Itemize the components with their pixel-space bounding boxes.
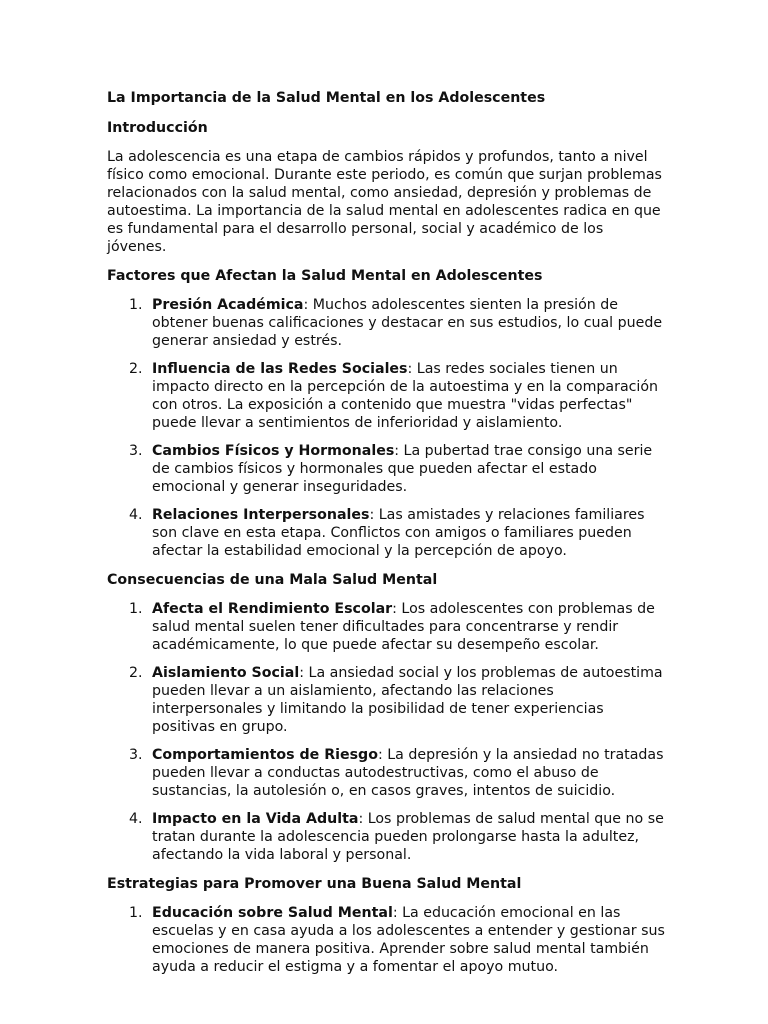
list-item-text: : La educación emocional en las escuelas y en casa ayuda a los adolescentes a entender y gestionar sus emociones de manera positiva. Aprender sobre salud mental también ayuda a reducir el estigma y a fomentar el apoyo mutuo. xyxy=(152,905,665,975)
list-item-text: : La ansiedad social y los problemas de autoestima pueden llevar a un aislamiento, afectando las relaciones interpersonales y limitando la posibilidad de tener experiencias positivas en grupo. xyxy=(152,665,663,735)
list-item-term: Comportamientos de Riesgo xyxy=(152,747,378,763)
numbered-list-estrategias xyxy=(107,904,667,976)
list-item xyxy=(107,746,667,800)
list-number: 4. xyxy=(129,811,143,827)
list-item-text: : La pubertad trae consigo una serie de cambios físicos y hormonales que pueden afectar el estado emocional y generar inseguridades. xyxy=(152,443,653,495)
document-title: La Importancia de la Salud Mental en los Adolescentes xyxy=(107,90,546,106)
list-item-term: Influencia de las Redes Sociales xyxy=(152,361,408,377)
list-item xyxy=(107,600,667,654)
list-item-term: Aislamiento Social xyxy=(152,665,300,681)
list-item-text: : Los problemas de salud mental que no se tratan durante la adolescencia pueden prolongarse hasta la adultez, afectando la vida laboral y personal. xyxy=(152,811,664,863)
list-number: 1. xyxy=(129,297,143,313)
list-number: 3. xyxy=(129,747,143,763)
list-item-term: Relaciones Interpersonales xyxy=(152,507,370,523)
list-item xyxy=(107,506,667,560)
list-number: 2. xyxy=(129,361,143,377)
list-item-text: : Los adolescentes con problemas de salud mental suelen tener dificultades para concentrarse y rendir académicamente, lo que puede afectar su desempeño escolar. xyxy=(152,601,655,653)
list-number: 1. xyxy=(129,905,143,921)
list-item-term: Impacto en la Vida Adulta xyxy=(152,811,359,827)
list-item-term: Presión Académica xyxy=(152,297,304,313)
list-item-term: Educación sobre Salud Mental xyxy=(152,905,393,921)
list-item-term: Afecta el Rendimiento Escolar xyxy=(152,601,393,617)
section-heading-factores: Factores que Afectan la Salud Mental en Adolescentes xyxy=(107,268,543,284)
list-item xyxy=(107,442,667,496)
list-item-text: : Las redes sociales tienen un impacto directo en la percepción de la autoestima y en la comparación con otros. La exposición a contenido que muestra "vidas perfectas" puede llevar a sentimientos de inferioridad y aislamiento. xyxy=(152,361,659,431)
numbered-list-consecuencias xyxy=(107,600,667,864)
document-page xyxy=(107,88,667,986)
list-item-term: Cambios Físicos y Hormonales xyxy=(152,443,395,459)
list-item-text: : La depresión y la ansiedad no tratadas pueden llevar a conductas autodestructivas, como el abuso de sustancias, la autolesión o, en casos graves, intentos de suicidio. xyxy=(152,747,664,799)
list-item-text: : Las amistades y relaciones familiares son clave en esta etapa. Conflictos con amigos o familiares pueden afectar la estabilidad emocional y la percepción de apoyo. xyxy=(152,507,645,559)
list-item xyxy=(107,904,667,976)
list-item xyxy=(107,810,667,864)
intro-paragraph: La adolescencia es una etapa de cambios rápidos y profundos, tanto a nivel físico como emocional. Durante este periodo, es común que surjan problemas relacionados con la salud mental, como ansiedad, depresión y problemas de autoestima. La importancia de la salud mental en adolescentes radica en que es fundamental para el desarrollo personal, social y académico de los jóvenes. xyxy=(107,149,662,255)
list-number: 4. xyxy=(129,507,143,523)
intro-heading: Introducción xyxy=(107,120,208,136)
section-heading-consecuencias: Consecuencias de una Mala Salud Mental xyxy=(107,572,438,588)
list-number: 2. xyxy=(129,665,143,681)
list-item xyxy=(107,296,667,350)
numbered-list-factores xyxy=(107,296,667,560)
list-item xyxy=(107,360,667,432)
section-heading-estrategias: Estrategias para Promover una Buena Salud Mental xyxy=(107,876,522,892)
list-number: 3. xyxy=(129,443,143,459)
list-item-text: : Muchos adolescentes sienten la presión de obtener buenas calificaciones y destacar en sus estudios, lo cual puede generar ansiedad y estrés. xyxy=(152,297,663,349)
list-item xyxy=(107,664,667,736)
list-number: 1. xyxy=(129,601,143,617)
